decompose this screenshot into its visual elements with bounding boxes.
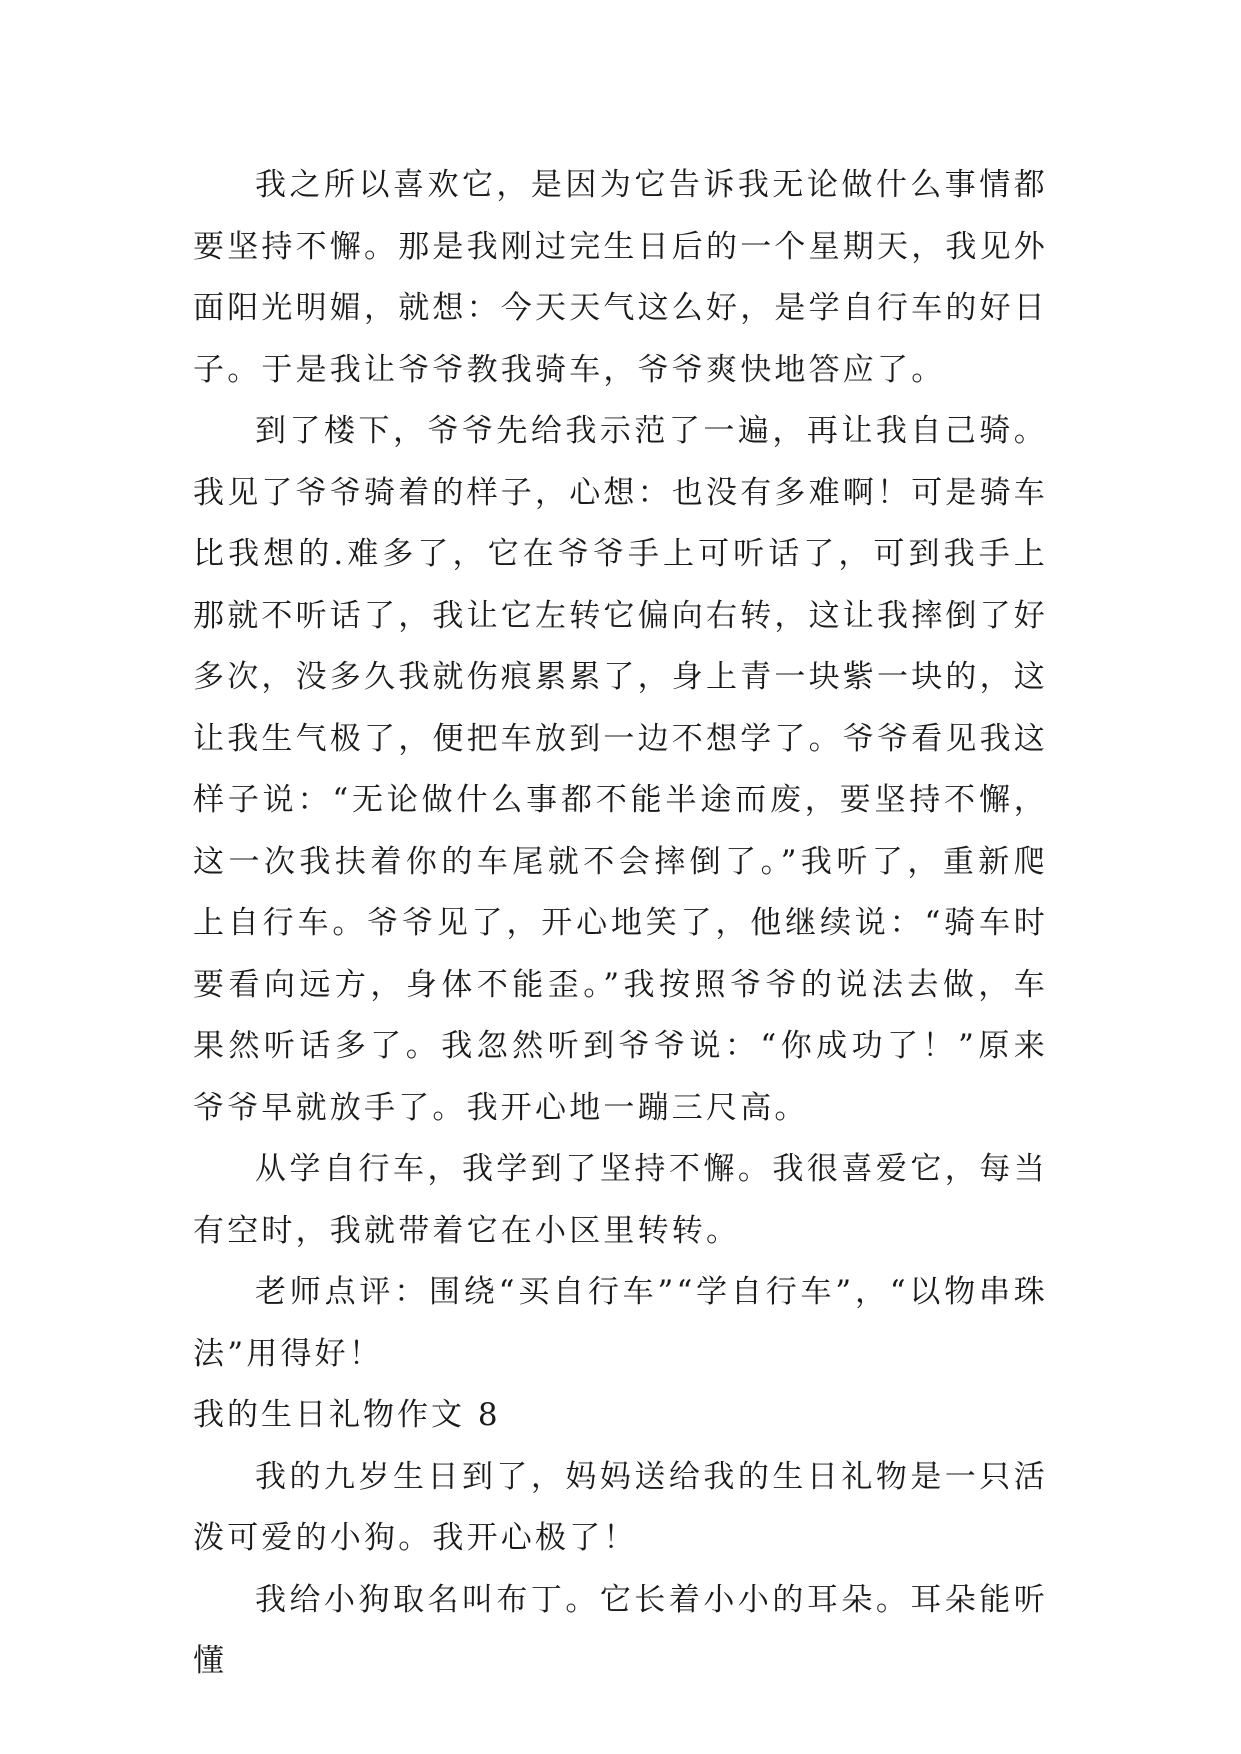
essay-title: 我的生日礼物作文 8 (193, 1397, 501, 1433)
paragraph-1: 我之所以喜欢它，是因为它告诉我无论做什么事情都要坚持不懈。那是我刚过完生日后的一个星期天，我见外面阳光明媚，就想：今天天气这么好，是学自行车的好日子。于是我让爷爷教我骑车，爷爷爽快地答应了。 (193, 167, 1048, 388)
document-body (193, 155, 1048, 1693)
paragraph-5: 我的九岁生日到了，妈妈送给我的生日礼物是一只活泼可爱的小狗。我开心极了！ (193, 1458, 1048, 1556)
paragraph-2: 到了楼下，爷爷先给我示范了一遍，再让我自己骑。我见了爷爷骑着的样子，心想：也没有多难啊！可是骑车比我想的.难多了，它在爷爷手上可听话了，可到我手上那就不听话了，我让它左转它偏向右转，这让我摔倒了好多次，没多久我就伤痕累累了，身上青一块紫一块的，这让我生气极了，便把车放到一边不想学了。爷爷看见我这样子说：“无论做什么事都不能半途而废，要坚持不懈，这一次我扶着你的车尾就不会摔倒了。”我听了，重新爬上自行车。爷爷见了，开心地笑了，他继续说：“骑车时要看向远方，身体不能歪。”我按照爷爷的说法去做，车果然听话多了。我忽然听到爷爷说：“你成功了！”原来爷爷早就放手了。我开心地一蹦三尺高。 (193, 413, 1048, 1126)
teacher-comment: 老师点评：围绕“买自行车”“学自行车”，“以物串珠法”用得好！ (193, 1274, 1048, 1372)
paragraph-3: 从学自行车，我学到了坚持不懈。我很喜爱它，每当有空时，我就带着它在小区里转转。 (193, 1151, 1048, 1249)
paragraph-6: 我给小狗取名叫布丁。它长着小小的耳朵。耳朵能听懂 (193, 1581, 1048, 1679)
